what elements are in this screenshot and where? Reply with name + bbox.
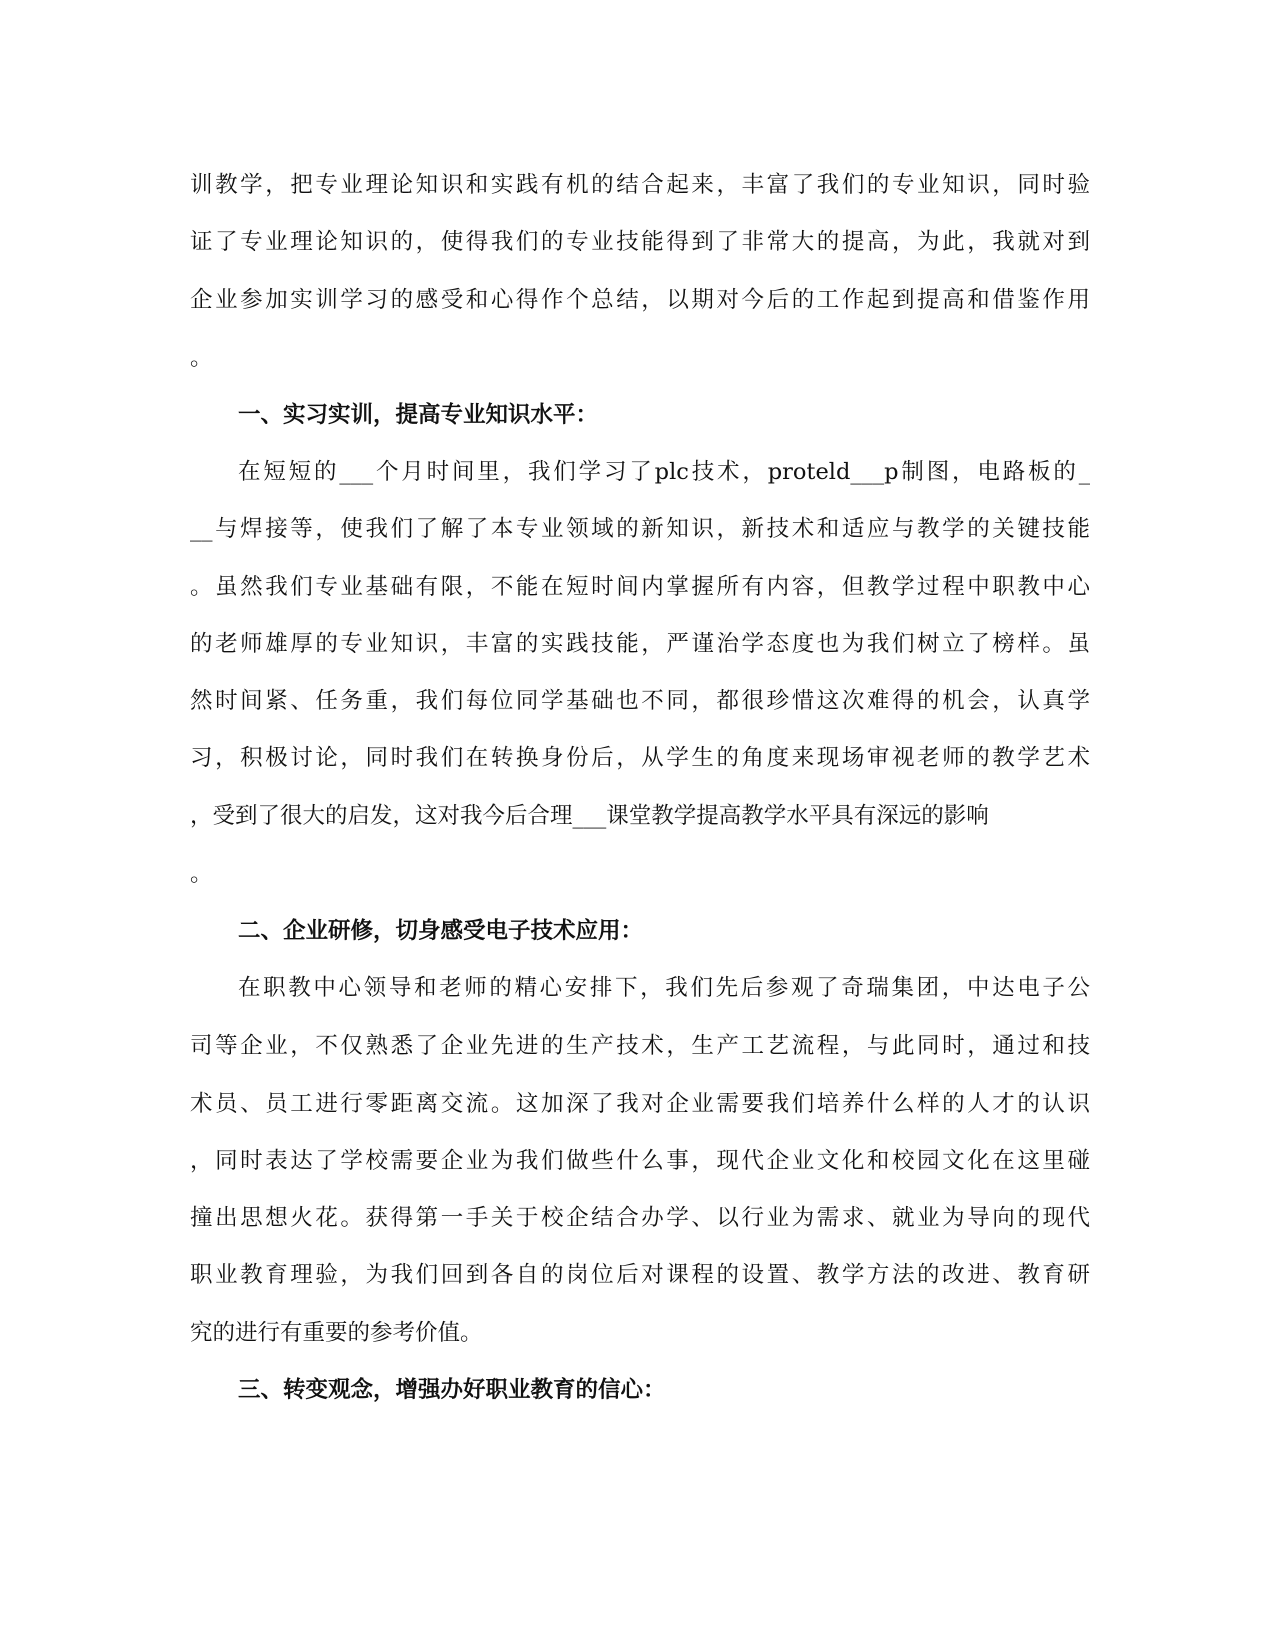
body-line: ，受到了很大的启发，这对我今后合理___课堂教学提高教学水平具有深远的影响 [190, 803, 989, 829]
body-line: 证了专业理论知识的，使得我们的专业技能得到了非常大的提高，为此，我就对到 [190, 229, 1090, 255]
section-heading-1: 一、实习实训，提高专业知识水平： [238, 402, 599, 428]
body-line: 在短短的___个月时间里，我们学习了plc技术，proteld___p制图，电路板的_ [238, 459, 1090, 485]
body-line: 企业参加实训学习的感受和心得作个总结，以期对今后的工作起到提高和借鉴作用 [190, 287, 1090, 313]
body-line: 职业教育理验，为我们回到各自的岗位后对课程的设置、教学方法的改进、教育研 [190, 1262, 1090, 1288]
body-line: 习，积极讨论，同时我们在转换身份后，从学生的角度来现场审视老师的教学艺术 [190, 745, 1090, 771]
body-line: 术员、员工进行零距离交流。这加深了我对企业需要我们培养什么样的人才的认识 [190, 1091, 1090, 1117]
body-line: __与焊接等，使我们了解了本专业领域的新知识，新技术和适应与教学的关键技能 [190, 516, 1090, 542]
body-line: ，同时表达了学校需要企业为我们做些什么事，现代企业文化和校园文化在这里碰 [190, 1148, 1090, 1174]
body-line: 究的进行有重要的参考价值。 [190, 1320, 483, 1346]
body-line: 然时间紧、任务重，我们每位同学基础也不同，都很珍惜这次难得的机会，认真学 [190, 688, 1090, 714]
body-line: 。虽然我们专业基础有限，不能在短时间内掌握所有内容，但教学过程中职教中心 [190, 574, 1090, 600]
body-line: 训教学，把专业理论知识和实践有机的结合起来，丰富了我们的专业知识，同时验 [190, 172, 1090, 198]
body-line: 撞出思想火花。获得第一手关于校企结合办学、以行业为需求、就业为导向的现代 [190, 1205, 1090, 1231]
body-line: 。 [190, 345, 213, 371]
body-line: 的老师雄厚的专业知识，丰富的实践技能，严谨治学态度也为我们树立了榜样。虽 [190, 631, 1090, 657]
body-line: 司等企业，不仅熟悉了企业先进的生产技术，生产工艺流程，与此同时，通过和技 [190, 1033, 1090, 1059]
section-heading-2: 二、企业研修，切身感受电子技术应用： [238, 918, 644, 944]
section-heading-3: 三、转变观念，增强办好职业教育的信心： [238, 1377, 666, 1403]
body-line: 在职教中心领导和老师的精心安排下，我们先后参观了奇瑞集团，中达电子公 [238, 975, 1090, 1001]
body-line: 。 [190, 861, 213, 887]
